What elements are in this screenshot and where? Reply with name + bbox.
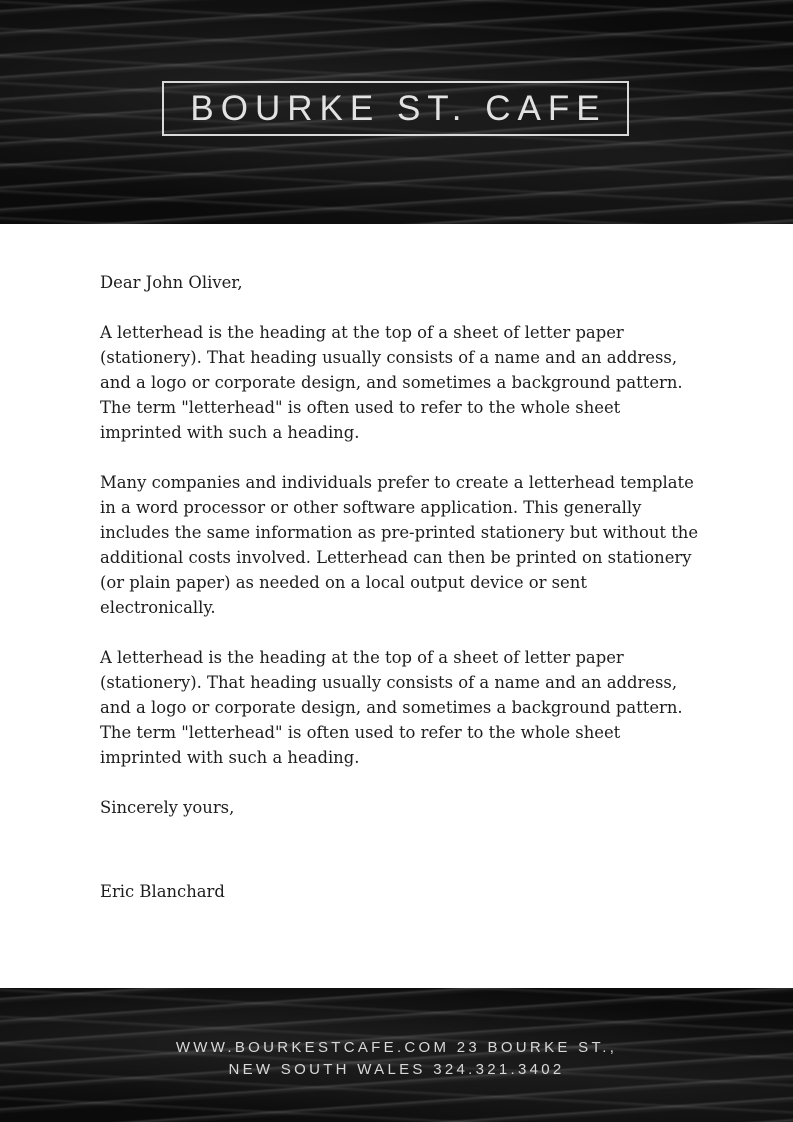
letter-paragraph: A letterhead is the heading at the top of a sheet of letter paper (stationery). That heading usually consists of a name and an address, and a logo or corporate design, and sometimes a background pattern. The term "letterhead" is often used to refer to the whole sheet imprinted with such a heading. bbox=[100, 648, 683, 767]
brand-title: BOURKE ST. CAFE bbox=[190, 88, 607, 128]
salutation: Dear John Oliver, bbox=[100, 273, 243, 292]
signature: Eric Blanchard bbox=[100, 882, 225, 901]
brand-frame bbox=[162, 81, 629, 136]
footer-banner bbox=[0, 988, 793, 1122]
letter-body bbox=[100, 270, 700, 904]
letter-paragraph: A letterhead is the heading at the top of a sheet of letter paper (stationery). That heading usually consists of a name and an address, and a logo or corporate design, and sometimes a background pattern. The term "letterhead" is often used to refer to the whole sheet imprinted with such a heading. bbox=[100, 323, 683, 442]
closing: Sincerely yours, bbox=[100, 798, 235, 817]
letter-paragraph: Many companies and individuals prefer to create a letterhead template in a word processor or other software application. This generally includes the same information as pre-printed stationery but without the additional costs involved. Letterhead can then be printed on stationery (or plain paper) as needed on a local output device or sent electronically. bbox=[100, 473, 699, 617]
footer-address-line: WWW.BOURKESTCAFE.COM 23 BOURKE ST., bbox=[175, 1039, 618, 1056]
footer-phone-line: NEW SOUTH WALES 324.321.3402 bbox=[228, 1061, 565, 1078]
header-banner bbox=[0, 0, 793, 224]
footer-contact bbox=[0, 1037, 793, 1081]
